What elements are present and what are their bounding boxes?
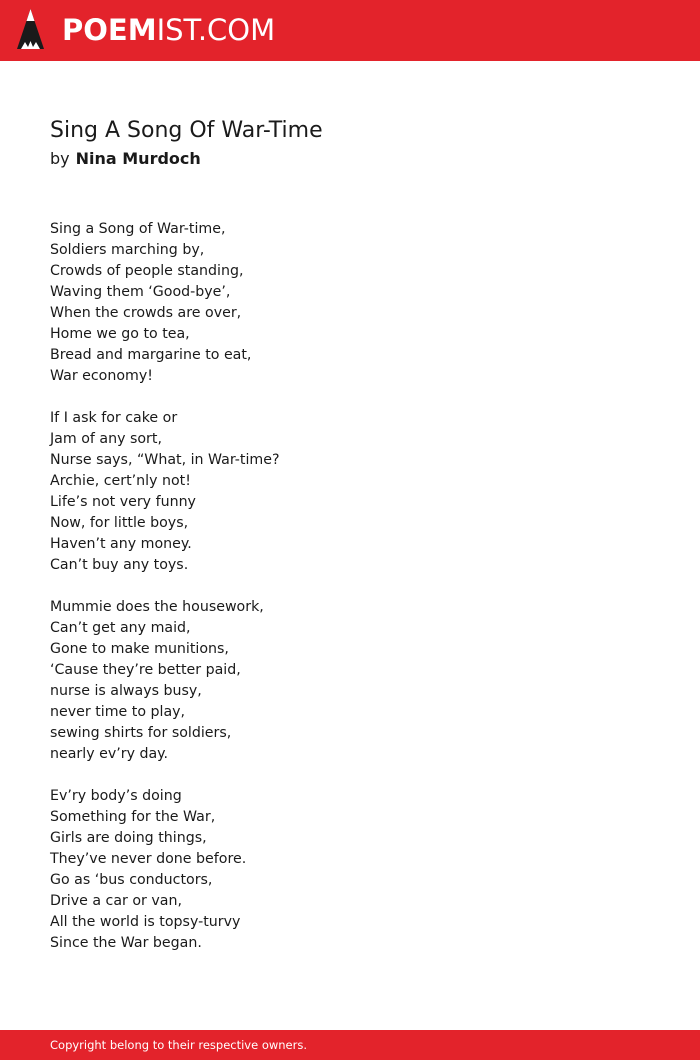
poem-title: Sing A Song Of War-Time	[50, 118, 323, 143]
site-footer	[0, 1030, 700, 1060]
poem-line: sewing shirts for soldiers,	[50, 725, 232, 741]
poem-line: Mummie does the housework,	[50, 599, 264, 615]
poem-line: If I ask for cake or	[50, 410, 178, 426]
stanza-3	[50, 597, 650, 765]
pencil-icon[interactable]	[17, 9, 44, 51]
poem-line: Gone to make munitions,	[50, 641, 229, 657]
poem-line: When the crowds are over,	[50, 305, 242, 321]
poem-line: Girls are doing things,	[50, 830, 207, 846]
poem-line: Ev’ry body’s doing	[50, 788, 182, 804]
copyright-notice: Copyright belong to their respective owners.	[50, 1038, 308, 1052]
poem-line: nearly ev’ry day.	[50, 746, 169, 762]
poem-heading	[50, 116, 650, 172]
poem-line: Haven’t any money.	[50, 536, 192, 552]
poem-line: nurse is always busy,	[50, 683, 202, 699]
poem-line: Crowds of people standing,	[50, 263, 244, 279]
poem-line: Can’t get any maid,	[50, 620, 191, 636]
poem-line: Jam of any sort,	[50, 431, 162, 447]
poem-line: Now, for little boys,	[50, 515, 189, 531]
logo-bold-text: POEM	[62, 13, 157, 47]
byline	[50, 146, 650, 172]
author-name[interactable]: Nina Murdoch	[75, 149, 201, 168]
poem-line: They’ve never done before.	[50, 851, 247, 867]
by-label: by	[50, 149, 70, 168]
poem-line: Life’s not very funny	[50, 494, 196, 510]
poem-line: Soldiers marching by,	[50, 242, 205, 258]
poem-body	[50, 219, 650, 975]
poem-line: Go as ‘bus conductors,	[50, 872, 213, 888]
poem-line: All the world is topsy-turvy	[50, 914, 241, 930]
poem-line: Sing a Song of War-time,	[50, 221, 226, 237]
poem-line: Something for the War,	[50, 809, 216, 825]
poem-line: Nurse says, “What, in War-time?	[50, 452, 280, 468]
site-header	[0, 0, 700, 61]
poem-line: Can’t buy any toys.	[50, 557, 189, 573]
stanza-2	[50, 408, 650, 576]
poem-line: never time to play,	[50, 704, 186, 720]
poem-line: Waving them ‘Good-bye’,	[50, 284, 231, 300]
stanza-4	[50, 786, 650, 954]
poem-line: Drive a car or van,	[50, 893, 182, 909]
poem-line: Bread and margarine to eat,	[50, 347, 252, 363]
poem-line: Home we go to tea,	[50, 326, 190, 342]
stanza-1	[50, 219, 650, 387]
poem-line: Since the War began.	[50, 935, 202, 951]
site-logo[interactable]	[62, 13, 275, 47]
logo-light-text: IST.COM	[156, 13, 276, 47]
poem-line: War economy!	[50, 368, 153, 384]
poem-line: ‘Cause they’re better paid,	[50, 662, 241, 678]
poem-line: Archie, cert’nly not!	[50, 473, 191, 489]
